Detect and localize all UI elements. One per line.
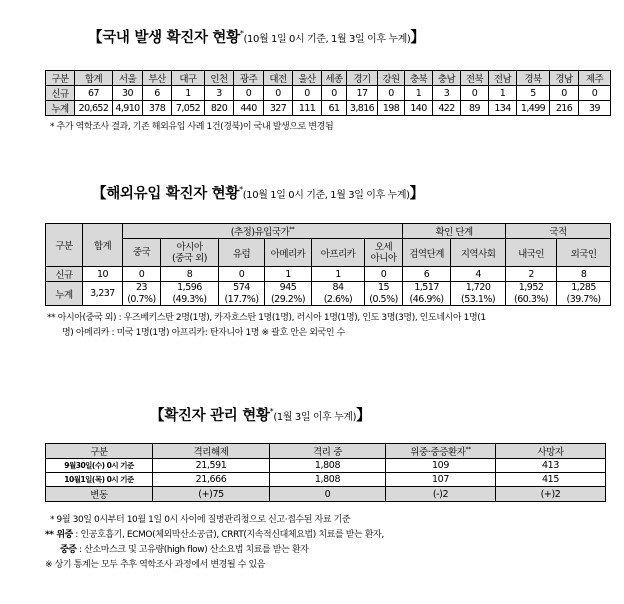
- table-cell: 2: [506, 267, 557, 282]
- table-cell: 1: [312, 267, 365, 282]
- table-cell: 107: [386, 473, 496, 487]
- header-line1: 중국: [132, 247, 151, 258]
- management-row-oct1: [46, 473, 606, 487]
- table-cell: 8: [161, 267, 219, 282]
- domestic-cases-table: [45, 70, 611, 116]
- header-cell: 서울: [113, 71, 143, 86]
- table-cell: 5: [517, 86, 550, 101]
- table-cell: 0: [270, 487, 386, 502]
- imported-title-close: 】: [409, 186, 424, 202]
- header-origin-label: (추정)유입국가: [230, 227, 290, 238]
- table-cell: 1,596: [161, 282, 219, 294]
- percent-cell: (17.7%): [219, 294, 265, 306]
- header-cell: 부산: [143, 71, 172, 86]
- header-severe-label: 위중·중증환자: [410, 447, 466, 458]
- header-europe: [219, 239, 265, 267]
- table-cell: (+)75: [153, 487, 270, 502]
- domestic-cases-title: [88, 26, 425, 47]
- table-cell: 422: [433, 101, 461, 116]
- table-cell: 415: [496, 473, 606, 487]
- table-cell: 89: [461, 101, 489, 116]
- table-cell: 140: [405, 101, 433, 116]
- imported-cases-table: [45, 223, 611, 306]
- table-cell: 1,517: [403, 282, 451, 294]
- table-cell: 0: [264, 86, 293, 101]
- header-oceania: [365, 239, 403, 267]
- imported-percentage-row: [46, 294, 611, 306]
- table-cell: 21,666: [153, 473, 270, 487]
- header-cell: 대구: [172, 71, 205, 86]
- management-table: [45, 443, 606, 502]
- header-nationality-group: 국적: [506, 224, 611, 239]
- row-label: 누계: [46, 282, 83, 306]
- domestic-title-subtitle: (10월 1일 0시 기준, 1월 3일 이후 누계): [243, 34, 411, 45]
- header-cell: 인천: [205, 71, 234, 86]
- table-cell: 945: [265, 282, 312, 294]
- domestic-header-row: [46, 71, 611, 86]
- table-cell: 1: [265, 267, 312, 282]
- table-cell: 1: [405, 86, 433, 101]
- header-cell: 강원: [378, 71, 405, 86]
- table-cell: 4: [451, 267, 506, 282]
- header-line2: 아니아: [370, 252, 397, 264]
- header-cell: 구분: [46, 71, 75, 86]
- header-cell: 울산: [293, 71, 322, 86]
- management-row-sep30: [46, 459, 606, 473]
- table-cell: 0: [219, 267, 265, 282]
- percent-cell: (49.3%): [161, 294, 219, 306]
- table-cell: 378: [143, 101, 172, 116]
- imported-footnote-2: 명) 아메리카 : 미국 1명(1명) 아프리카: 탄자니아 1명 ※ 괄호 안은 외국인 수: [62, 328, 345, 338]
- table-cell: (-)2: [386, 487, 496, 502]
- table-cell: 0: [365, 267, 403, 282]
- table-cell: 1,808: [270, 473, 386, 487]
- header-cell: 세종: [322, 71, 347, 86]
- management-footnote-2: [45, 528, 384, 543]
- imported-cases-title: [92, 182, 424, 203]
- header-line1: 아프리카: [320, 248, 356, 260]
- table-cell: 198: [378, 101, 405, 116]
- table-cell: 3: [205, 86, 234, 101]
- row-label: 누계: [46, 101, 75, 116]
- table-cell: 0: [322, 86, 347, 101]
- table-cell: 440: [234, 101, 264, 116]
- table-cell: 15: [365, 282, 403, 294]
- table-cell: 0: [293, 86, 322, 101]
- header-community: [451, 239, 506, 267]
- header-line1: 아메리카: [270, 248, 306, 260]
- table-cell: 216: [550, 101, 579, 116]
- header-cell: 합계: [75, 71, 113, 86]
- header-africa: [312, 239, 365, 267]
- table-cell: 17: [347, 86, 378, 101]
- percent-cell: (60.3%): [506, 294, 557, 306]
- domestic-title-text: 【국내 발생 확진자 현황: [88, 30, 240, 46]
- table-cell: 84: [312, 282, 365, 294]
- row-label: 신규: [46, 86, 75, 101]
- domestic-footnote: * 추가 역학조사 결과, 기존 해외유입 사례 1건(경북)이 국내 발생으로 변경됨: [50, 122, 334, 132]
- management-footnote-4: ※ 상기 통계는 모두 추후 역학조사 과정에서 변경될 수 있음: [45, 560, 266, 570]
- imported-new-row: [46, 267, 611, 282]
- table-cell: 134: [489, 101, 517, 116]
- management-title: [150, 404, 370, 425]
- management-title-mark: *: [269, 407, 274, 417]
- percent-cell: (2.6%): [312, 294, 365, 306]
- header-total: 합계: [83, 224, 123, 267]
- management-footnote-3: [60, 543, 308, 558]
- management-change-row: [46, 487, 606, 502]
- header-cell: 광주: [234, 71, 264, 86]
- table-cell: 413: [496, 459, 606, 473]
- header-cell: 제주: [579, 71, 611, 86]
- table-cell: 0: [550, 86, 579, 101]
- table-cell: 1,808: [270, 459, 386, 473]
- table-cell: 3,816: [347, 101, 378, 116]
- table-cell: 3: [433, 86, 461, 101]
- table-cell: 61: [322, 101, 347, 116]
- header-severe: [386, 444, 496, 459]
- header-cell: 경기: [347, 71, 378, 86]
- table-cell: 1,285: [557, 282, 611, 294]
- table-cell: 0: [461, 86, 489, 101]
- header-released: 격리해제: [153, 444, 270, 459]
- table-cell: (+)2: [496, 487, 606, 502]
- footnote-text: : 산소마스크 및 고유량(high flow) 산소요법 치료를 받는 환자: [76, 545, 309, 555]
- percent-cell: (29.2%): [265, 294, 312, 306]
- table-cell: 574: [219, 282, 265, 294]
- footnote-prefix: 중증: [60, 545, 77, 555]
- header-origin-group: [123, 224, 403, 239]
- table-cell: 1: [489, 86, 517, 101]
- header-line1: 유럽: [232, 248, 251, 260]
- header-korean: [506, 239, 557, 267]
- table-cell: 0: [123, 267, 161, 282]
- percent-cell: (46.9%): [403, 294, 451, 306]
- header-line1: 내국인: [518, 248, 545, 260]
- header-origin-mark: **: [289, 225, 295, 233]
- domestic-title-close: 】: [410, 30, 425, 46]
- header-line2: (중국 외): [172, 252, 207, 264]
- management-title-subtitle: (1월 3일 이후 누계): [273, 412, 357, 423]
- header-cell: 경남: [550, 71, 579, 86]
- header-line1: 오세: [374, 241, 393, 253]
- table-cell: 109: [386, 459, 496, 473]
- table-cell: 23: [123, 282, 161, 294]
- management-title-close: 】: [356, 408, 371, 424]
- percent-cell: (39.7%): [557, 294, 611, 306]
- domestic-cumulative-row: [46, 101, 611, 116]
- imported-header-row-2: [46, 239, 611, 267]
- table-cell: 0: [579, 86, 611, 101]
- management-footnote-1: * 9월 30일 0시부터 10월 1일 0시 사이에 질병관리청으로 신고·접수된 자료 기준: [50, 515, 351, 525]
- header-deaths: 사망자: [496, 444, 606, 459]
- row-label: 9월30일(수) 0시 기준: [46, 459, 153, 473]
- management-header-row: [46, 444, 606, 459]
- domestic-new-row: [46, 86, 611, 101]
- percent-cell: (0.5%): [365, 294, 403, 306]
- header-isolated: 격리 중: [270, 444, 386, 459]
- row-label: 신규: [46, 267, 83, 282]
- percent-cell: (53.1%): [451, 294, 506, 306]
- imported-title-text: 【해외유입 확진자 현황: [92, 186, 240, 202]
- table-cell: 3,237: [83, 282, 123, 306]
- imported-cumulative-row: [46, 282, 611, 294]
- table-cell: 327: [264, 101, 293, 116]
- header-confirm-group: 확인 단계: [403, 224, 506, 239]
- header-severe-mark: **: [465, 445, 471, 453]
- table-cell: 1,952: [506, 282, 557, 294]
- table-cell: 67: [75, 86, 113, 101]
- header-cell: 경북: [517, 71, 550, 86]
- header-cell: 충북: [405, 71, 433, 86]
- footnote-prefix: ** 위중: [45, 530, 73, 540]
- table-cell: 7,052: [172, 101, 205, 116]
- header-line1: 지역사회: [460, 248, 496, 260]
- header-china: [123, 239, 161, 267]
- domestic-title-mark: *: [239, 29, 244, 39]
- header-quarantine: [403, 239, 451, 267]
- table-cell: 1: [172, 86, 205, 101]
- header-cell: 충남: [433, 71, 461, 86]
- imported-header-row-1: [46, 224, 611, 239]
- table-cell: 6: [403, 267, 451, 282]
- table-cell: 20,652: [75, 101, 113, 116]
- header-cell: 전남: [489, 71, 517, 86]
- table-cell: 21,591: [153, 459, 270, 473]
- header-america: [265, 239, 312, 267]
- table-cell: 30: [113, 86, 143, 101]
- table-cell: 0: [378, 86, 405, 101]
- header-line1: 검역단계: [409, 248, 444, 260]
- header-line1: 외국인: [570, 248, 597, 260]
- table-cell: 1,499: [517, 101, 550, 116]
- header-gubun: 구분: [46, 224, 83, 267]
- row-label: 10월1일(목) 0시 기준: [46, 473, 153, 487]
- imported-title-subtitle: (10월 1일 0시 기준, 1월 3일 이후 누계): [242, 190, 410, 201]
- table-cell: 0: [234, 86, 264, 101]
- table-cell: 1,720: [451, 282, 506, 294]
- percent-cell: (0.7%): [123, 294, 161, 306]
- header-foreigner: [557, 239, 611, 267]
- header-cell: 대전: [264, 71, 293, 86]
- header-line1: 아시아: [176, 241, 203, 253]
- header-gubun: 구분: [46, 444, 153, 459]
- table-cell: 6: [143, 86, 172, 101]
- table-cell: 39: [579, 101, 611, 116]
- table-cell: 10: [83, 267, 123, 282]
- table-cell: 820: [205, 101, 234, 116]
- header-asia: [161, 239, 219, 267]
- row-label: 변동: [46, 487, 153, 502]
- table-cell: 4,910: [113, 101, 143, 116]
- table-cell: 111: [293, 101, 322, 116]
- header-cell: 전북: [461, 71, 489, 86]
- management-title-text: 【확진자 관리 현황: [150, 408, 270, 424]
- imported-title-mark: *: [239, 185, 243, 195]
- table-cell: 8: [557, 267, 611, 282]
- footnote-text: : 인공호흡기, ECMO(체외막산소공급), CRRT(지속적신대체요법) 치료를 받는 환자,: [72, 530, 384, 540]
- imported-footnote-1: ** 아시아(중국 외) : 우즈베키스탄 2명(1명), 카자흐스탄 1명(1명), 러시아 1명(1명), 인도 3명(3명), 인도네시아 1명(1: [47, 313, 486, 323]
